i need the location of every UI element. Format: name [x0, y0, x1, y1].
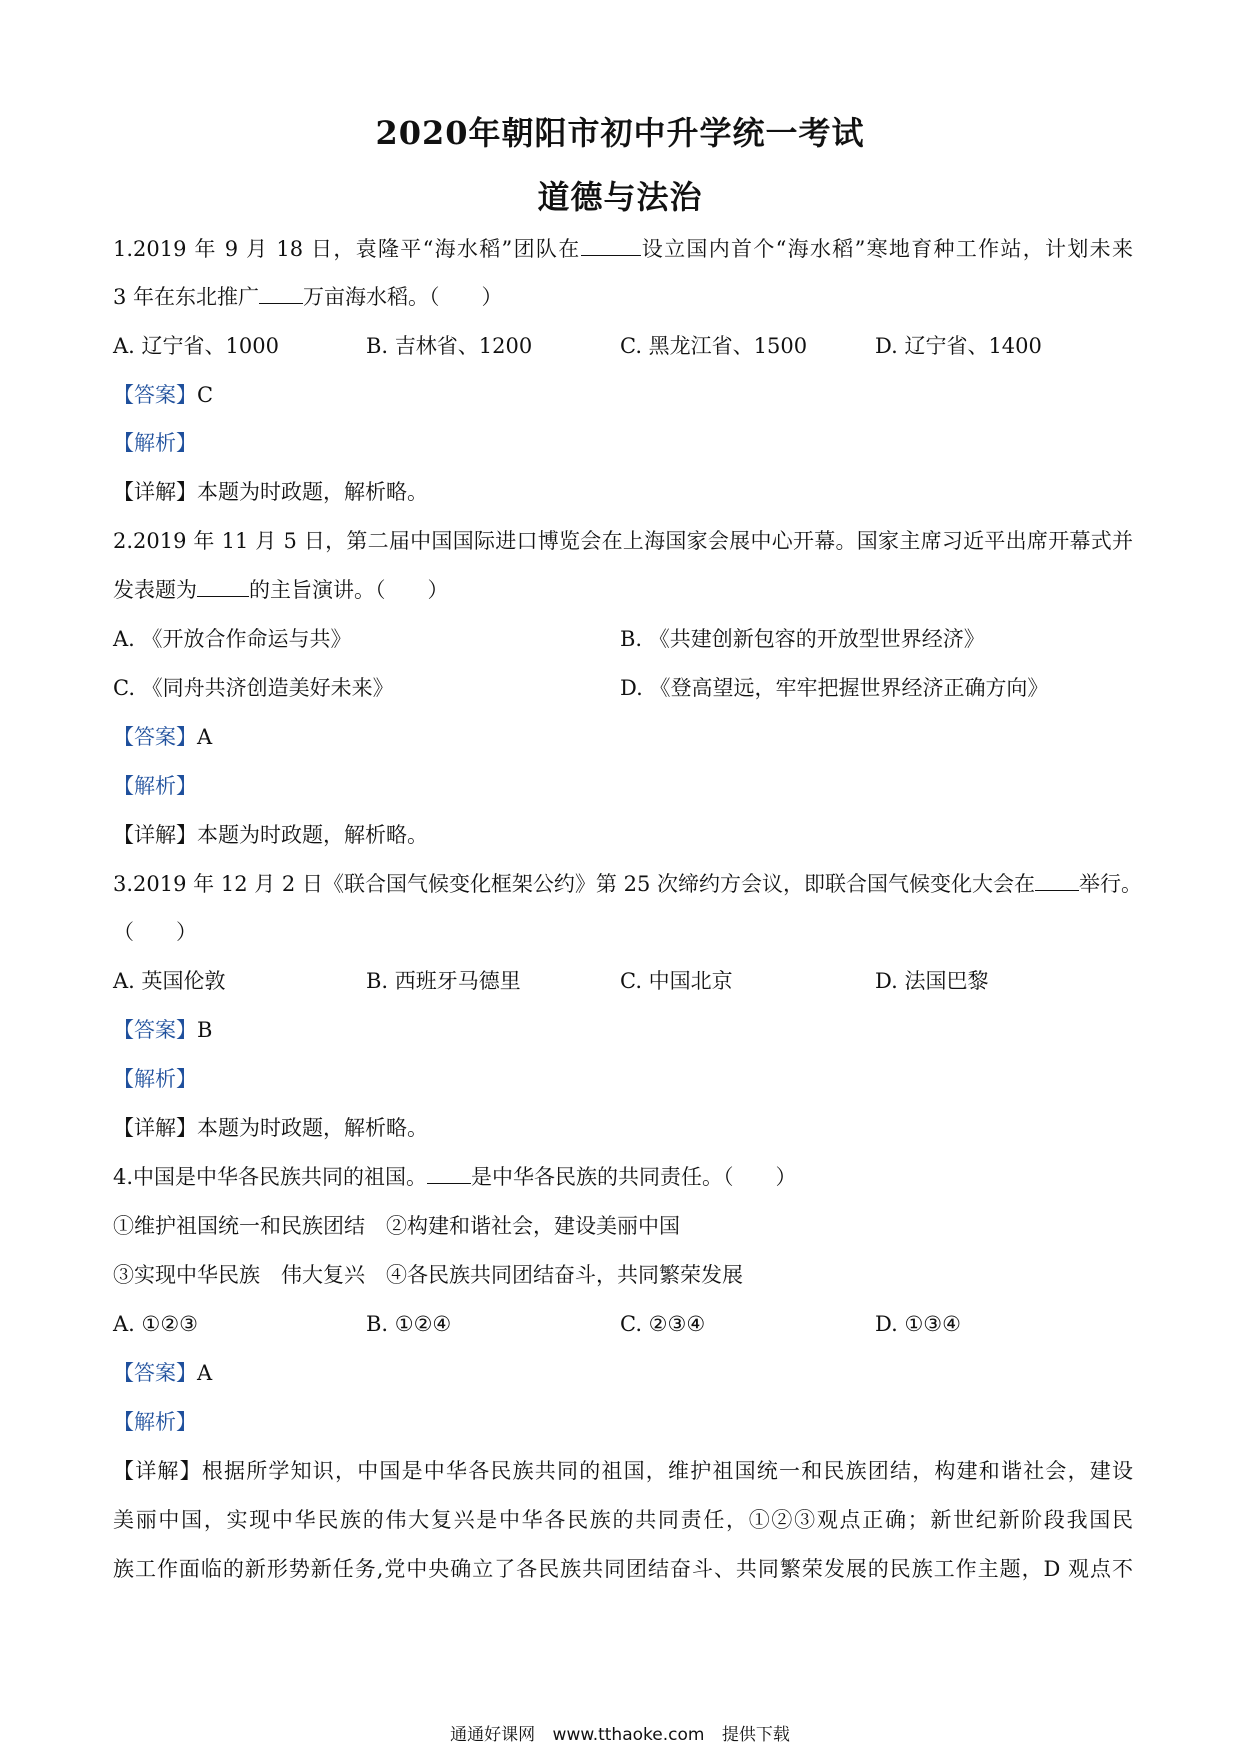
q4-option-d: D. ①③④ [875, 1312, 961, 1336]
q1-option-a: A. 辽宁省、1000 [113, 334, 279, 358]
q2-stem-line2: 发表题为 的主旨演讲。（ ） [113, 578, 449, 602]
q3-answer: 【答案】B [113, 1018, 213, 1042]
q4-detail-line2: 美丽中国，实现中华民族的伟大复兴是中华各民族的共同责任，①②③观点正确；新世纪新阶段我国民 [113, 1508, 1133, 1532]
q1-option-c: C. 黑龙江省、1500 [620, 334, 808, 358]
q3-detail: 【详解】本题为时政题，解析略。 [113, 1116, 428, 1140]
subject-title: 道德与法治 [537, 178, 703, 216]
q1-answer: 【答案】C [113, 383, 214, 407]
q2-detail: 【详解】本题为时政题，解析略。 [113, 823, 428, 847]
q3-option-d: D. 法国巴黎 [875, 969, 989, 993]
q2-option-c: C. 《同舟共济创造美好未来》 [113, 676, 394, 700]
q2-option-d: D. 《登高望远，牢牢把握世界经济正确方向》 [620, 676, 1049, 700]
q4-items-line2: ③实现中华民族 伟大复兴 ④各民族共同团结奋斗，共同繁荣发展 [113, 1263, 743, 1287]
q4-option-c: C. ②③④ [620, 1312, 706, 1336]
q3-option-c: C. 中国北京 [620, 969, 733, 993]
footer-note: 提供下载 [721, 1725, 790, 1745]
q1-option-b: B. 吉林省、1200 [366, 334, 533, 358]
q4-option-b: B. ①②④ [366, 1312, 452, 1336]
footer-url[interactable]: www.tthaoke.com [552, 1725, 705, 1745]
q4-detail-line3: 族工作面临的新形势新任务,党中央确立了各民族共同团结奋斗、共同繁荣发展的民族工作主题，D 观点不 [113, 1557, 1133, 1581]
q4-analysis-label: 【解析】 [113, 1410, 197, 1434]
q1-detail: 【详解】本题为时政题，解析略。 [113, 480, 428, 504]
page-footer [0, 1720, 1240, 1745]
q3-option-b: B. 西班牙马德里 [366, 969, 521, 993]
q3-option-a: A. 英国伦敦 [113, 969, 226, 993]
q4-items-line1: ①维护祖国统一和民族团结 ②构建和谐社会，建设美丽中国 [113, 1214, 680, 1238]
q2-stem-line1: 2.2019 年 11 月 5 日，第二届中国国际进口博览会在上海国家会展中心开幕。国家主席习近平出席开幕式并 [113, 529, 1133, 553]
q4-answer: 【答案】A [113, 1361, 213, 1385]
q3-stem-line1: 3.2019 年 12 月 2 日《联合国气候变化框架公约》第 25 次缔约方会议，即联合国气候变化大会在 举行。 [113, 872, 1143, 896]
q3-analysis-label: 【解析】 [113, 1067, 197, 1091]
q4-stem-line1: 4.中国是中华各民族共同的祖国。 是中华各民族的共同责任。（ ） [113, 1165, 797, 1189]
q2-option-a: A. 《开放合作命运与共》 [113, 627, 352, 651]
fill-blank [197, 576, 249, 597]
q4-option-a: A. ①②③ [113, 1312, 198, 1336]
footer-site-name: 通通好课网 [450, 1725, 536, 1745]
q4-detail-line1: 【详解】根据所学知识，中国是中华各民族共同的祖国，维护祖国统一和民族团结，构建和谐社会，建设 [113, 1459, 1134, 1483]
q1-stem-line1: 1.2019 年 9 月 18 日，袁隆平“海水稻”团队在 设立国内首个“海水稻”寒地育种工作站，计划未来 [113, 237, 1133, 261]
q2-analysis-label: 【解析】 [113, 774, 197, 798]
q3-stem-line2: （ ） [113, 920, 197, 944]
q2-option-b: B. 《共建创新包容的开放型世界经济》 [620, 627, 985, 651]
exam-title: 2020年朝阳市初中升学统一考试 [375, 114, 865, 152]
fill-blank [581, 235, 641, 256]
fill-blank [1035, 870, 1079, 891]
q2-answer: 【答案】A [113, 725, 213, 749]
fill-blank [259, 283, 303, 304]
q1-option-d: D. 辽宁省、1400 [875, 334, 1042, 358]
q1-stem-line2: 3 年在东北推广 万亩海水稻。（ ） [113, 285, 503, 309]
q1-analysis-label: 【解析】 [113, 431, 197, 455]
fill-blank [427, 1163, 471, 1184]
